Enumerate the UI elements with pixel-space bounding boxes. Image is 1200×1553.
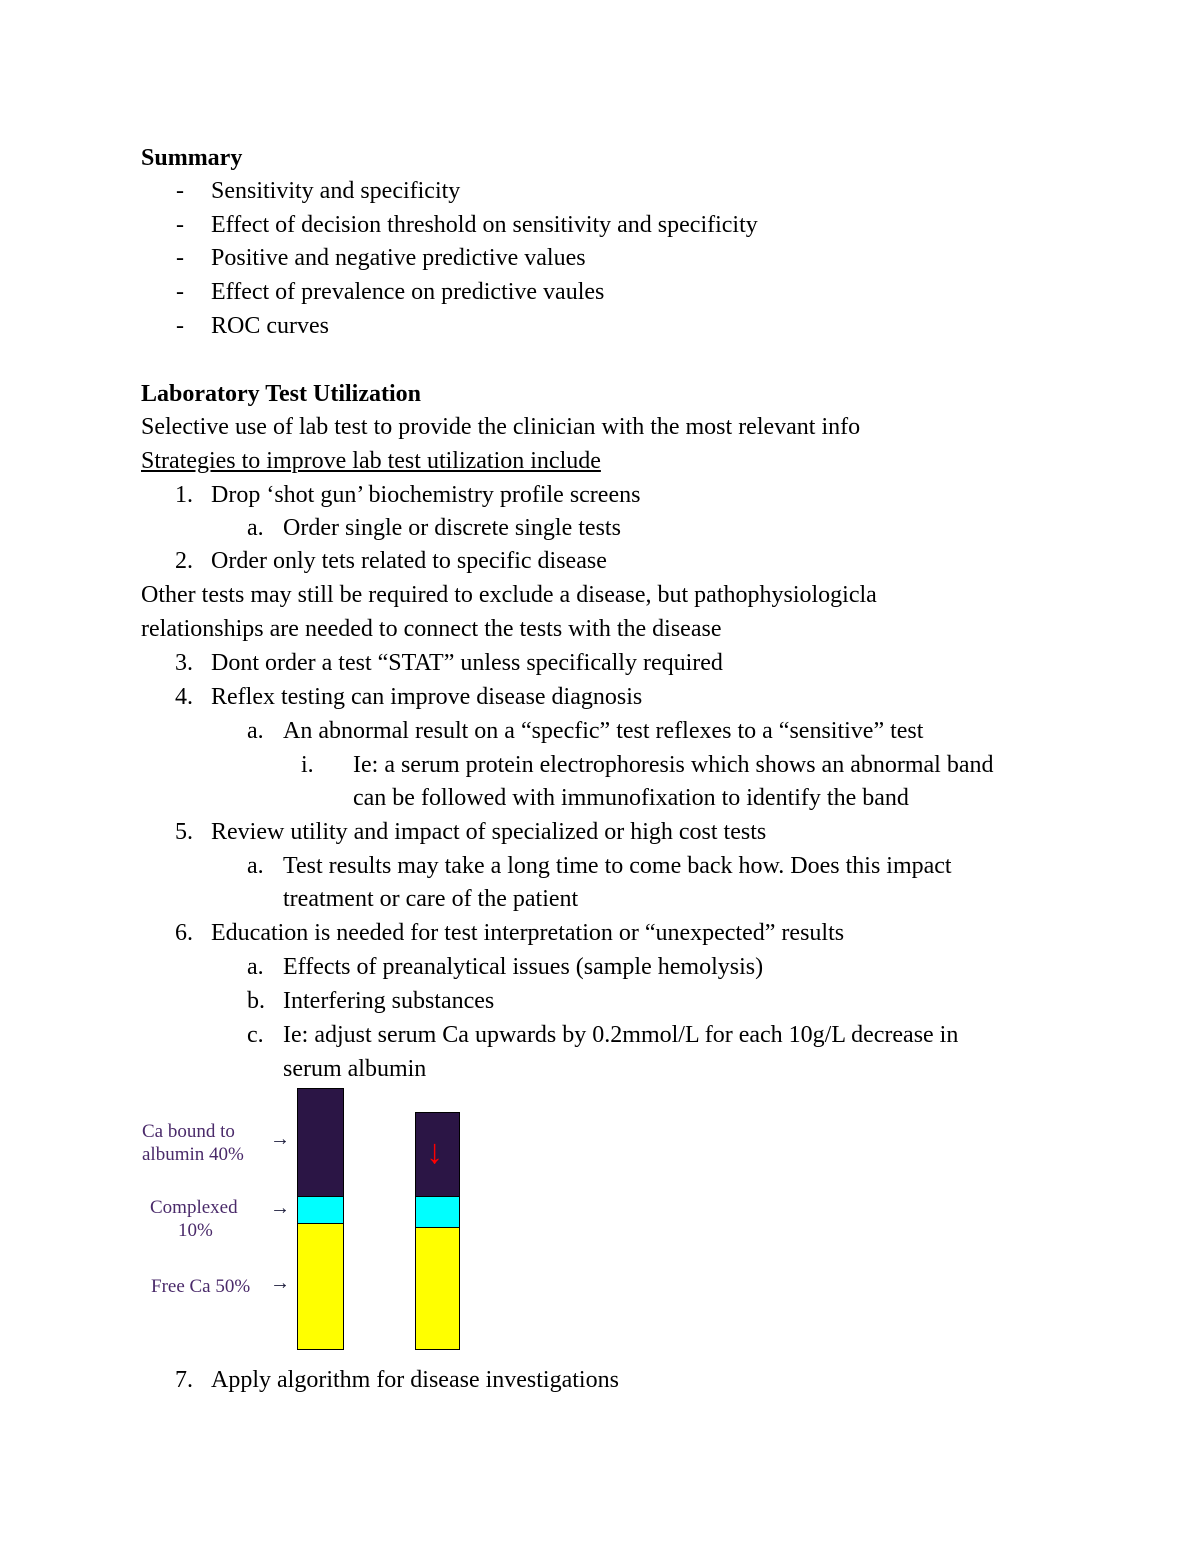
segment-free [298,1224,343,1349]
list-item-continuation: can be followed with immunofixation to identify the band [353,785,909,811]
list-bullet: - [176,279,184,305]
list-item: Ie: a serum protein electrophoresis which shows an abnormal band [353,752,994,778]
segment-free [416,1228,459,1349]
item-letter: a. [247,515,264,541]
note-text: Other tests may still be required to exclude a disease, but pathophysiologicla [141,582,877,608]
list-item: Sensitivity and specificity [211,178,461,204]
segment-complexed [416,1196,459,1228]
label-complexed-line2: 10% [178,1220,213,1241]
item-number: 3. [175,650,193,676]
list-item: Effect of decision threshold on sensitivity and specificity [211,212,758,238]
list-item: ROC curves [211,313,329,339]
arrow-right-icon: → [270,1128,290,1150]
list-item: Reflex testing can improve disease diagnosis [211,684,643,710]
label-bound-line1: Ca bound to [142,1121,235,1142]
arrow-right-icon: → [270,1272,290,1294]
list-bullet: - [176,178,184,204]
item-letter: a. [247,853,264,879]
list-item: Order single or discrete single tests [283,515,621,541]
label-bound-line2: albumin 40% [142,1144,244,1165]
segment-complexed [298,1196,343,1224]
arrow-right-icon: → [270,1197,290,1219]
note-text: relationships are needed to connect the tests with the disease [141,616,722,642]
item-letter: a. [247,718,264,744]
list-item: Effects of preanalytical issues (sample hemolysis) [283,954,764,980]
list-item: Ie: adjust serum Ca upwards by 0.2mmol/L for each 10g/L decrease in [283,1022,959,1048]
item-letter: c. [247,1022,264,1048]
list-item: Test results may take a long time to come back how. Does this impact [283,853,952,879]
list-item: Effect of prevalence on predictive vaules [211,279,605,305]
item-number: 1. [175,482,193,508]
label-free: Free Ca 50% [151,1276,251,1297]
item-letter: a. [247,954,264,980]
list-item: Interfering substances [283,988,495,1014]
item-letter: b. [247,988,265,1014]
list-item-continuation: treatment or care of the patient [283,886,579,912]
item-number: 6. [175,920,193,946]
item-number: 2. [175,548,193,574]
intro-text: Selective use of lab test to provide the clinician with the most relevant info [141,414,861,440]
summary-heading: Summary [141,145,243,171]
list-item: Review utility and impact of specialized or high cost tests [211,819,767,845]
list-item: Order only tets related to specific disease [211,548,607,574]
list-item: Drop ‘shot gun’ biochemistry profile screens [211,482,641,508]
list-bullet: - [176,313,184,339]
list-bullet: - [176,245,184,271]
list-item: An abnormal result on a “specfic” test reflexes to a “sensitive” test [283,718,924,744]
calcium-bar-normal [297,1088,344,1350]
list-bullet: - [176,212,184,238]
strategies-heading: Strategies to improve lab test utilization include [141,448,601,474]
list-item: Positive and negative predictive values [211,245,586,271]
list-item: Education is needed for test interpretation or “unexpected” results [211,920,845,946]
list-item-continuation: serum albumin [283,1056,427,1082]
segment-bound [298,1089,343,1196]
item-number: 4. [175,684,193,710]
list-item: Dont order a test “STAT” unless specifically required [211,650,723,676]
section-heading: Laboratory Test Utilization [141,381,421,407]
down-arrow-icon: ↓ [426,1134,443,1171]
list-item: Apply algorithm for disease investigations [211,1367,619,1393]
item-roman: i. [301,752,314,778]
item-number: 5. [175,819,193,845]
item-number: 7. [175,1367,193,1393]
label-complexed-line1: Complexed [150,1197,238,1218]
